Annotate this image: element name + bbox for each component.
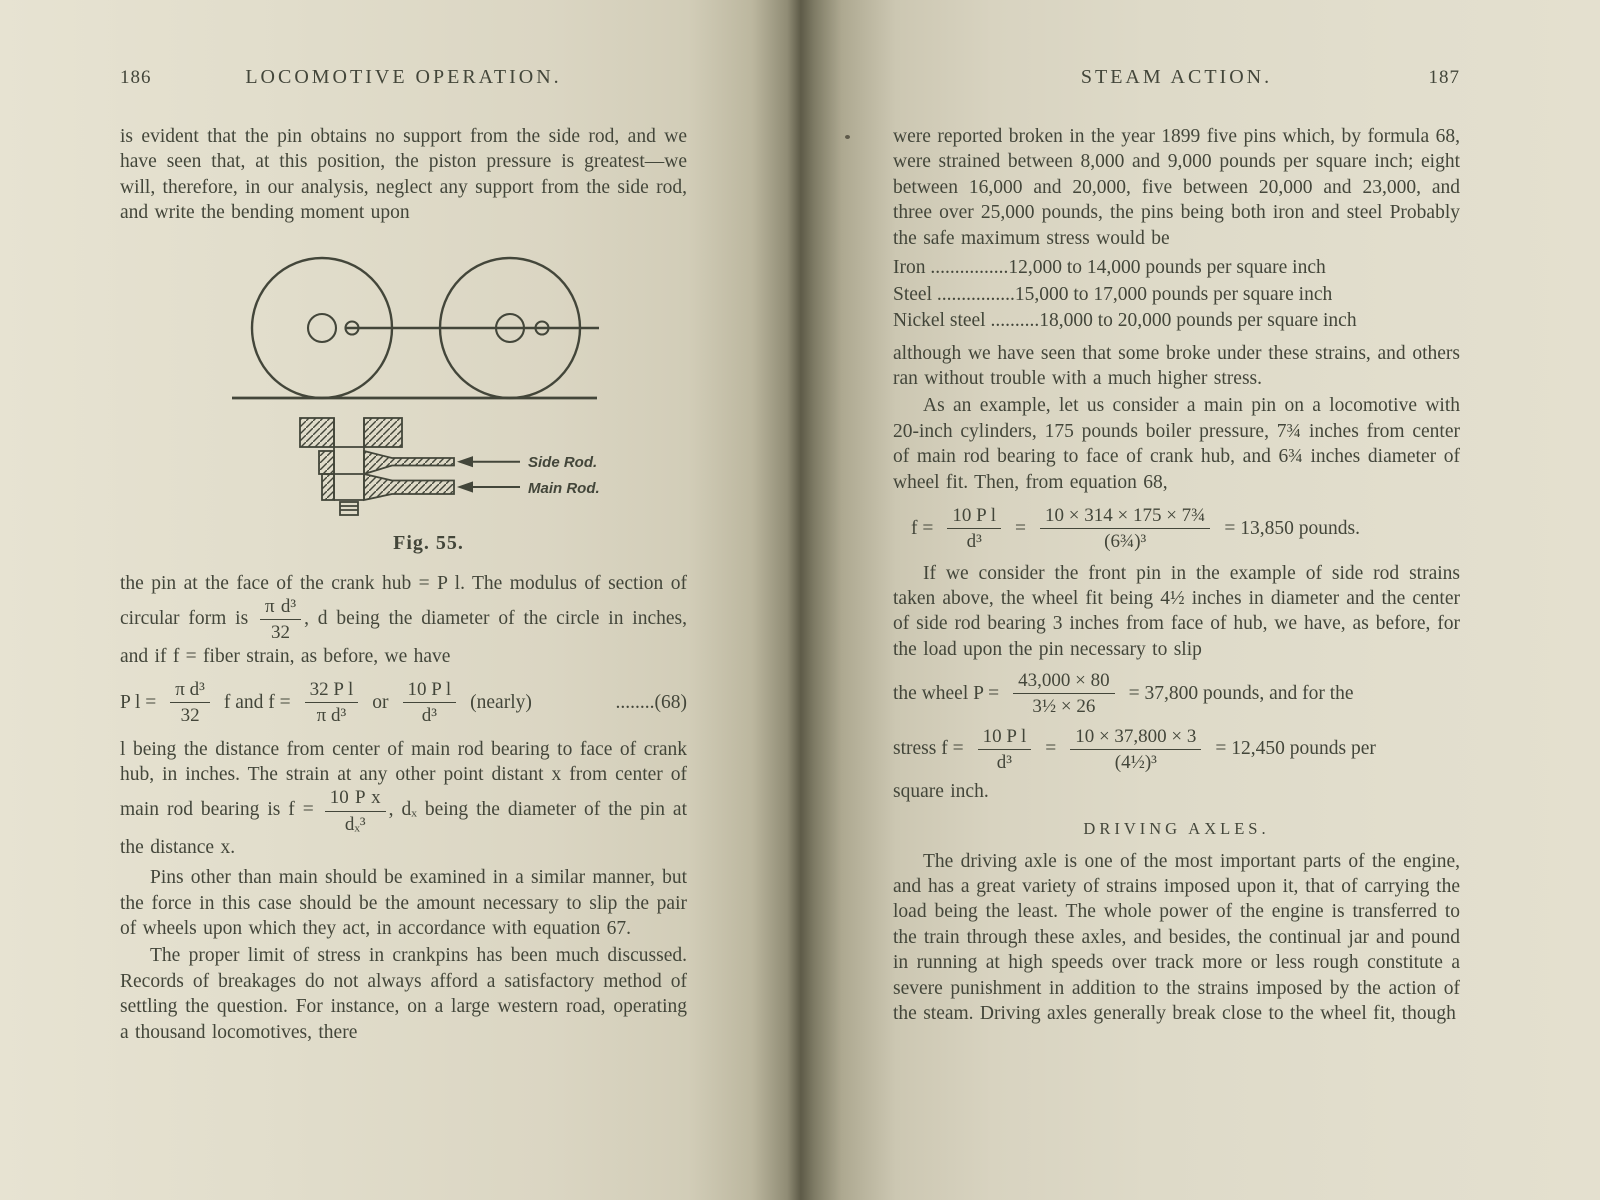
fraction: $\frac{\text{10 P l}}{\text{d³}}$ bbox=[947, 505, 1001, 553]
list-item: Iron ................12,000 to 14,000 pounds per square inch bbox=[893, 257, 1326, 279]
equation-f-12450 bbox=[893, 726, 1460, 774]
equation-68 bbox=[120, 679, 687, 727]
right-page bbox=[893, 66, 1460, 1026]
list-item: Steel ................15,000 to 17,000 pounds per square inch bbox=[893, 283, 1333, 305]
fraction: $\frac{\text{32 P l}}{\text{π d³}}$ bbox=[305, 679, 359, 727]
paragraph: The driving axle is one of the most important parts of the engine, and has a great variety of strains imposed upon it, that of carrying the load being the least. The whole power of the engine is transferred to the train through these axles, and besides, the continual jar and pound in running at high speeds over track more or less rough constitute a severe punishment in addition to the strains imposed by the action of the steam. Driving axles generally break close to the wheel fit, though bbox=[893, 850, 1460, 1025]
paragraph-text: , d being the diameter of the circle in inches, and if f = fiber strain, as before, we have bbox=[120, 608, 688, 667]
equation-text: f and f = bbox=[223, 691, 291, 713]
fraction: $\frac{\text{10 × 314 × 175 × 7¾}}{\text{(6¾)³}}$ bbox=[1040, 505, 1210, 553]
main-rod-label: Main Rod. bbox=[528, 479, 600, 497]
fraction: $\frac{\text{π d³}}{32}$ bbox=[170, 679, 210, 727]
equation-number: ........(68) bbox=[615, 691, 687, 713]
right-page-number: 187 bbox=[1428, 67, 1460, 88]
side-rod-arrow-icon bbox=[460, 457, 520, 465]
equation-text: = 12,450 pounds per bbox=[1215, 738, 1376, 760]
fraction: $\frac{\text{π d³}}{32}$ bbox=[260, 596, 301, 644]
equation-text: or bbox=[372, 691, 389, 713]
fraction: $\frac{43,000 \times 80}{\text{3½ × 26}}$ bbox=[1013, 670, 1114, 718]
fraction: $\frac{\text{10 P l}}{\text{d³}}$ bbox=[403, 679, 457, 727]
equation-text: = bbox=[1045, 738, 1057, 760]
left-page-number: 186 bbox=[120, 67, 152, 88]
paragraph: is evident that the pin obtains no support from the side rod, and we have seen that, at this position, the piston pressure is greatest—we will, therefore, in our analysis, neglect any support from the side rod, and write the bending moment upon bbox=[120, 126, 687, 224]
equation-text: stress f = bbox=[893, 738, 964, 760]
equation-f-13850 bbox=[911, 505, 1460, 553]
strain-paragraph bbox=[120, 737, 687, 861]
left-page bbox=[120, 66, 687, 1045]
equation-text: = 13,850 pounds. bbox=[1224, 517, 1361, 539]
right-running-title: STEAM ACTION. bbox=[1080, 66, 1273, 88]
fraction: $\frac{10 \times 37,800 \times 3}{\text{(4½)³}}$ bbox=[1070, 726, 1201, 774]
paragraph: although we have seen that some broke under these strains, and others ran without trouble with a much higher stress. bbox=[893, 342, 1460, 389]
paragraph-text: the pin at the face of the crank hub = P l. The modulus of section of circular form is bbox=[120, 572, 687, 630]
paragraph: were reported broken in the year 1899 five pins which, by formula 68, were strained between 8,000 and 9,000 pounds per square inch; eight between 16,000 and 20,000, five between 20,000 and 23,000, and three over 25,000 pounds, the pins being both iron and steel Probably the safe maximum stress would be bbox=[893, 126, 1460, 249]
list-item: Nickel steel ..........18,000 to 20,000 pounds per square inch bbox=[893, 310, 1357, 332]
wheels-diagram bbox=[220, 240, 602, 406]
figure-55 bbox=[120, 240, 687, 555]
equation-text: the wheel P = bbox=[893, 682, 1000, 704]
paragraph: As an example, let us consider a main pin on a locomotive with 20-inch cylinders, 175 pounds boiler pressure, 7¾ inches from center of main rod bearing to face of crank hub, and 6¾ inches diameter of wheel fit. Then, from equation 68, bbox=[893, 395, 1460, 493]
equation-text: P l = bbox=[120, 691, 157, 713]
stress-limits-list bbox=[893, 255, 1460, 335]
main-rod-arrow-icon bbox=[460, 482, 520, 490]
paragraph: The proper limit of stress in crankpins has been much discussed. Records of breakages do not always afford a satisfactory method of settling the question. For instance, on a large western road, operating a thousand locomotives, there bbox=[120, 945, 687, 1043]
section-heading: DRIVING AXLES. bbox=[1083, 818, 1270, 838]
equation-text: (nearly) bbox=[470, 691, 532, 713]
equation-tail: square inch. bbox=[893, 781, 989, 803]
side-rod-label: Side Rod. bbox=[528, 453, 598, 471]
right-page-header bbox=[893, 66, 1460, 94]
equation-text: = bbox=[1015, 517, 1027, 539]
equation-p-37800 bbox=[893, 670, 1460, 718]
paragraph-text: , dₓ being the diameter of the pin at the distance x. bbox=[120, 799, 688, 858]
left-running-title: LOCOMOTIVE OPERATION. bbox=[245, 66, 562, 88]
paper-speck bbox=[845, 135, 850, 139]
paragraph: If we consider the front pin in the example of side rod strains taken above, the wheel fit being 4½ inches in diameter and the center of side rod bearing 3 inches from face of hub, we have, as before, for the load upon the pin necessary to slip bbox=[893, 562, 1460, 660]
equation-text: f = bbox=[911, 517, 934, 539]
equation-text: = 37,800 pounds, and for the bbox=[1128, 682, 1354, 704]
modulus-paragraph bbox=[120, 571, 687, 669]
figure-caption: Fig. 55. bbox=[393, 531, 464, 554]
paragraph-text: l being the distance from center of main rod bearing to face of crank hub, in inches. The strain at any other point distant x from center of main rod bearing is f = bbox=[120, 738, 687, 821]
paragraph: Pins other than main should be examined in a similar manner, but the force in this case should be the amount necessary to slip the pair of wheels upon which they act, in accordance with equation 67. bbox=[120, 867, 687, 940]
crankpin-section-diagram bbox=[292, 414, 622, 526]
fraction: $\frac{\text{10 P x}}{\text{dₓ³}}$ bbox=[325, 787, 386, 835]
left-page-header bbox=[120, 66, 687, 94]
fraction: $\frac{\text{10 P l}}{\text{d³}}$ bbox=[978, 726, 1032, 774]
